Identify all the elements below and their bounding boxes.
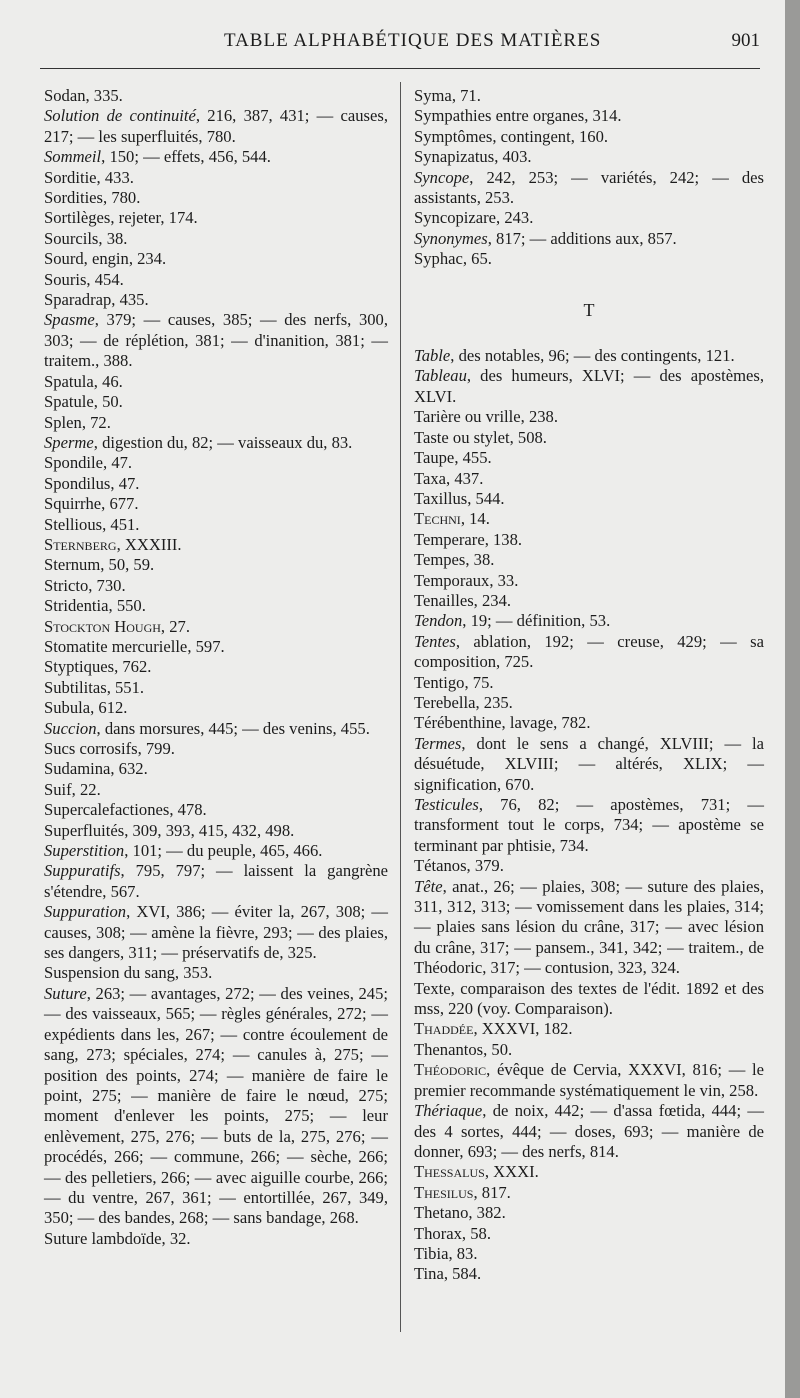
index-entry-term: Sortilèges xyxy=(44,208,111,228)
index-entry-refs: , 379; — causes, 385; — des nerfs, 300, 303; — de réplétion, 381; — d'inanition, 381; — traitem., 388. xyxy=(44,310,388,371)
index-entry xyxy=(414,127,764,147)
index-entry xyxy=(44,698,388,718)
index-entry-refs: , 242, 253; — variétés, 242; — des assistants, 253. xyxy=(414,167,764,208)
index-entry xyxy=(414,530,764,550)
index-entry-refs: , 14. xyxy=(460,509,490,529)
index-entry-term: Superstition xyxy=(44,841,125,861)
index-entry-term: Sommeil xyxy=(44,147,102,167)
index-entry-term: Spatula xyxy=(44,371,94,391)
index-entry-refs: , 65. xyxy=(462,249,492,269)
index-entry xyxy=(44,372,388,392)
index-entry-refs: , dans morsures, 445; — des venins, 455. xyxy=(96,718,370,738)
index-entry-refs: , XVI, 386; — éviter la, 267, 308; — causes, 308; — amène la fièvre, 293; — des plaies, ses dangers, 311; — préservatifs de, 325. xyxy=(44,902,388,963)
page-number: 901 xyxy=(731,30,760,51)
index-entry xyxy=(414,1224,764,1244)
index-entry-refs: , 58. xyxy=(461,1223,491,1243)
index-entry xyxy=(414,632,764,673)
index-entry xyxy=(44,861,388,902)
index-entry xyxy=(44,168,388,188)
index-entry-refs: , XXXIII. xyxy=(116,534,182,554)
index-entry-term: Sudamina xyxy=(44,759,111,779)
index-entry-term: Sparadrap xyxy=(44,290,112,310)
index-entry-refs: , 435. xyxy=(111,290,149,310)
index-entry xyxy=(44,270,388,290)
index-entry-refs: , 46. xyxy=(93,371,123,391)
index-entry-term: Taxillus xyxy=(414,488,468,508)
index-entry-refs: entre organes, 314. xyxy=(491,106,622,126)
index-entry-refs: , 38. xyxy=(98,228,128,248)
index-entry-term: Temperare xyxy=(414,529,485,549)
index-entry-term: Sternum xyxy=(44,555,101,575)
index-entry xyxy=(414,550,764,570)
index-entry xyxy=(414,489,764,509)
index-entry-refs: , contingent, 160. xyxy=(492,126,609,146)
index-entry xyxy=(414,346,764,366)
index-entry xyxy=(414,86,764,106)
index-entry-refs: , 76, 82; — apostèmes, 731; — transforment tout le corps, 734; — apostème se terminant par phtisie, 734. xyxy=(414,795,764,855)
index-entry xyxy=(44,963,388,983)
index-entry xyxy=(414,1019,764,1039)
index-entry-term: Sorditie xyxy=(44,167,97,187)
index-entry-term: Thériaque xyxy=(414,1101,483,1121)
index-entry-refs: , 71. xyxy=(451,86,481,105)
index-entry xyxy=(414,1244,764,1264)
index-entry-term: Termes xyxy=(414,733,462,753)
index-entry xyxy=(44,780,388,800)
index-entry xyxy=(44,657,388,677)
index-entry-refs: , 32. xyxy=(161,1228,191,1248)
index-entry-term: Tempes xyxy=(414,550,466,570)
index-entry xyxy=(414,448,764,468)
index-entry xyxy=(414,249,764,269)
index-entry-term: Tenailles xyxy=(414,590,474,610)
index-entry-refs: , 780. xyxy=(103,188,141,208)
index-entry xyxy=(414,229,764,249)
index-entry xyxy=(44,841,388,861)
index-entry-refs: , 795, 797; — laissent la gangrène s'étendre, 567. xyxy=(44,861,388,901)
index-entry-refs: , 19; — définition, 53. xyxy=(462,611,611,631)
index-entry-term: Styptiques xyxy=(44,657,115,677)
index-entry-term: Suture lambdoïde xyxy=(44,1228,162,1248)
index-entry-refs: , 799. xyxy=(137,739,175,758)
index-entry xyxy=(414,168,764,209)
index-entry xyxy=(414,1203,764,1223)
index-entry-refs: , 72. xyxy=(81,412,111,432)
index-entry-refs: , digestion du, 82; — vaisseaux du, 83. xyxy=(93,432,353,452)
index-entry-term: Synapizatus xyxy=(414,147,495,167)
index-entry xyxy=(44,515,388,535)
index-entry-term: Squirrhe xyxy=(44,494,102,514)
index-entry-term: Suspension du sang xyxy=(44,963,175,983)
index-entry-term: Temporaux xyxy=(414,570,490,590)
index-entry-term: Taxa xyxy=(414,468,447,488)
index-entry-term: Spasme xyxy=(44,310,95,330)
index-entry-refs: , 403. xyxy=(494,147,532,167)
index-entry xyxy=(414,1040,764,1060)
index-entry-term: Tentigo xyxy=(414,672,465,692)
index-entry xyxy=(44,637,388,657)
index-entry-term: Techni xyxy=(414,509,461,529)
index-entry-refs: , 762. xyxy=(114,657,152,677)
index-entry-refs: , 83. xyxy=(448,1243,478,1263)
index-entry-term: Suppuratifs xyxy=(44,861,121,881)
index-entry-refs: , 309, 393, 415, 432, 498. xyxy=(124,820,295,840)
index-entry xyxy=(414,611,764,631)
index-entry xyxy=(44,617,388,637)
index-entry-refs: , 50, 59. xyxy=(100,555,155,575)
index-entry-term: Tina xyxy=(414,1264,444,1284)
right-column-s-entries xyxy=(414,86,764,270)
index-entry-term: Sourd xyxy=(44,249,84,269)
index-entry-term: Suif xyxy=(44,779,72,799)
index-entry xyxy=(44,208,388,228)
index-entry-term: Tableau xyxy=(414,366,467,386)
header-rule xyxy=(40,68,760,69)
index-entry xyxy=(414,795,764,856)
index-entry-refs: , XXXVI, 182. xyxy=(473,1019,573,1039)
index-entry-term: Stockton Hough xyxy=(44,616,161,636)
index-entry xyxy=(44,453,388,473)
index-entry-refs: , 632. xyxy=(110,759,148,779)
index-entry-term: Sternberg xyxy=(44,534,117,554)
index-entry-term: Succion xyxy=(44,718,97,738)
index-entry-refs: , 584. xyxy=(443,1264,482,1284)
index-entry-term: Sourcils xyxy=(44,228,99,248)
index-entry xyxy=(414,591,764,611)
page-edge-shadow xyxy=(785,0,800,1398)
index-entry-refs: , 47. xyxy=(103,453,133,473)
index-entry-refs: , 551. xyxy=(106,677,145,697)
index-entry xyxy=(44,188,388,208)
index-entry-refs: , 730. xyxy=(88,575,126,595)
index-entry xyxy=(414,469,764,489)
index-entry xyxy=(44,596,388,616)
index-entry-term: Table xyxy=(414,346,451,366)
page-title: TABLE ALPHABÉTIQUE DES MATIÈRES xyxy=(224,30,602,51)
index-entry-refs: , 379. xyxy=(466,856,504,876)
index-entry-refs: , XXXI. xyxy=(484,1162,539,1182)
index-entry xyxy=(414,673,764,693)
index-entry-term: Stellious xyxy=(44,514,103,534)
index-entry-refs: , 382. xyxy=(468,1203,506,1223)
index-entry-refs: , 22. xyxy=(71,779,101,799)
index-entry-refs: , 544. xyxy=(467,488,505,508)
index-entry-term: Stricto xyxy=(44,575,89,595)
index-entry-refs: , 451. xyxy=(102,514,140,534)
index-entry xyxy=(44,902,388,963)
index-entry xyxy=(414,713,764,733)
index-entry-term: Suppuration xyxy=(44,902,127,922)
index-entry xyxy=(414,1060,764,1101)
index-entry-term: Superfluités xyxy=(44,820,125,840)
index-entry-term: Tibia xyxy=(414,1243,449,1263)
index-entry-term: Sucs corrosifs xyxy=(44,739,138,758)
index-entry-term: Tendon xyxy=(414,611,463,631)
index-entry-term: Spondile xyxy=(44,453,104,473)
index-entry xyxy=(44,759,388,779)
index-entry xyxy=(414,877,764,979)
page-header xyxy=(40,28,760,60)
index-entry xyxy=(44,576,388,596)
index-entry xyxy=(414,1101,764,1162)
left-index-column xyxy=(44,86,388,1249)
index-entry xyxy=(44,310,388,371)
index-entry-term: Térébenthine xyxy=(414,713,502,733)
index-entry-refs: , de noix, 442; — d'assa fœtida, 444; — des 4 sortes, 444; — doses, 693; — manière de donner, 693; — des nerfs, 814. xyxy=(414,1101,764,1161)
index-entry-refs: , 101; — du peuple, 465, 466. xyxy=(124,841,323,861)
index-entry-refs: , 263; — avantages, 272; — des veines, 245; — des vaisseaux, 565; — règles générales, 272; — expédients dans les, 267; — contre écoulement de sang, 273; spéciales, 274; — canules à, 275; — position des points, 274; — manière de faire le point, 275; — manière de faire le nœud, 275; moment d'enlever les points, 275; — leur enlèvement, 275, 276; — buts de la, 275, 276; — procédés, 266; — commune, 266; — sèche, 266; — des pelletiers, 266; — avec aiguille courbe, 266; — du ventre, 267, 361; — entortillée, 267, 349, 350; — des bandes, 268; — sans bandage, 268. xyxy=(44,983,388,1228)
index-entry-refs: , anat., 26; — plaies, 308; — suture des plaies, 311, 312, 313; — vomissement dans les plaies, 314; — plaies sans lésion du crâne, 317; — avec lésion du crâne, 317; — pansem., 341, 342; — traitem., de Théodoric, 317; — contusion, 323, 324. xyxy=(414,876,764,978)
index-entry-term: Tétanos xyxy=(414,856,467,876)
index-entry xyxy=(414,428,764,448)
index-entry-refs: , 335. xyxy=(85,86,123,105)
index-entry-refs: , 597. xyxy=(187,636,225,656)
index-entry xyxy=(44,229,388,249)
column-divider xyxy=(400,82,401,1332)
index-entry-term: Synonymes xyxy=(414,228,488,248)
index-entry-refs: , ablation, 192; — creuse, 429; — sa composition, 725. xyxy=(414,631,764,672)
index-entry xyxy=(414,407,764,427)
index-entry-term: Subtilitas xyxy=(44,677,107,697)
index-entry xyxy=(44,984,388,1229)
index-entry-refs: , 235. xyxy=(475,692,513,712)
index-entry-refs: , rejeter, 174. xyxy=(110,208,198,228)
index-entry-refs: , des humeurs, XLVI; — des apostèmes, XLVI. xyxy=(414,366,764,406)
index-entry xyxy=(44,535,388,555)
index-entry-term: Splen xyxy=(44,412,82,432)
index-entry xyxy=(44,433,388,453)
index-entry-refs: , 33. xyxy=(489,570,519,590)
index-entry xyxy=(44,413,388,433)
index-entry-term: Sperme xyxy=(44,432,94,452)
index-entry xyxy=(414,366,764,407)
index-entry-refs: , 478. xyxy=(169,800,207,820)
index-entry xyxy=(44,249,388,269)
index-entry-term: Thorax xyxy=(414,1223,462,1243)
index-entry-refs: , 243. xyxy=(496,208,534,228)
index-entry-refs: , 817; — additions aux, 857. xyxy=(487,228,677,248)
index-entry xyxy=(44,800,388,820)
index-entry-refs: , 234. xyxy=(473,590,512,610)
index-entry-refs: , 27. xyxy=(160,616,190,636)
index-entry-refs: , 550. xyxy=(108,596,146,616)
index-entry-refs: , 150; — effets, 456, 544. xyxy=(101,147,271,167)
index-entry-term: Syphac xyxy=(414,249,463,269)
index-entry-term: Tentes xyxy=(414,631,456,651)
index-entry xyxy=(44,474,388,494)
index-entry-term: Taupe xyxy=(414,448,455,468)
index-entry-term: Théodoric xyxy=(414,1060,487,1080)
index-entry-term: Syncope xyxy=(414,167,470,187)
index-entry-term: Taste xyxy=(414,427,449,447)
right-index-column xyxy=(414,86,764,1285)
index-entry-refs: , 612. xyxy=(90,698,128,718)
index-entry xyxy=(414,147,764,167)
index-entry-term: Syma xyxy=(414,86,452,105)
index-entry-term: Supercalefactiones xyxy=(44,800,170,820)
index-entry xyxy=(414,856,764,876)
index-entry-refs: , 454. xyxy=(86,269,124,289)
index-entry xyxy=(414,1162,764,1182)
index-entry-refs: , dont le sens a changé, XLVIII; — la désuétude, XLVIII; — altérés, XLIX; — signification, 670. xyxy=(414,733,764,794)
index-entry-term: Tarière xyxy=(414,407,461,427)
index-entry-refs: , 138. xyxy=(484,529,523,549)
index-entry xyxy=(44,678,388,698)
index-entry-term: Spatule xyxy=(44,392,94,412)
index-entry-term: Stridentia xyxy=(44,596,109,616)
index-entry xyxy=(414,734,764,795)
index-entry xyxy=(44,1229,388,1249)
index-entry-term: Thessalus xyxy=(414,1162,485,1182)
index-entry-term: Symptômes xyxy=(414,126,493,146)
index-entry-term: Solution de continuité xyxy=(44,106,196,126)
section-letter: T xyxy=(583,299,595,320)
index-entry-refs: , évêque de Cervia, XXXVI, 816; — le premier recommande systématiquement le vin, 258. xyxy=(414,1060,764,1100)
index-entry xyxy=(414,509,764,529)
index-entry xyxy=(44,719,388,739)
index-entry-refs: , 38. xyxy=(465,550,495,570)
index-entry-term: Sodan xyxy=(44,86,86,105)
index-entry-term: Spondilus xyxy=(44,473,111,493)
index-entry-refs: , 75. xyxy=(464,672,494,692)
index-entry-term: Thaddée xyxy=(414,1019,474,1039)
index-entry-term: Stomatite mercurielle xyxy=(44,636,188,656)
index-entry xyxy=(44,555,388,575)
index-entry-term: Thetano xyxy=(414,1203,469,1223)
index-entry-refs: , 437. xyxy=(446,468,484,488)
index-entry-term: Sordities xyxy=(44,188,104,208)
index-entry-term: Sympathies xyxy=(414,106,492,126)
index-entry xyxy=(44,739,388,759)
index-entry-term: Tête xyxy=(414,876,443,896)
index-entry-refs: , 677. xyxy=(101,494,139,514)
index-entry-refs: , engin, 234. xyxy=(83,249,167,269)
index-entry-refs: , des notables, 96; — des contingents, 121. xyxy=(450,346,735,366)
index-entry-refs: , comparaison des textes de l'édit. 1892 et des mss, 220 (voy. Comparaison). xyxy=(414,978,764,1019)
index-entry-term: Syncopizare xyxy=(414,208,497,228)
index-entry-term: Terebella xyxy=(414,692,476,712)
index-entry-refs: , 353. xyxy=(174,963,213,983)
index-entry xyxy=(44,821,388,841)
index-entry-term: Texte xyxy=(414,978,451,998)
index-entry-refs: , 50. xyxy=(483,1039,513,1059)
index-entry xyxy=(44,392,388,412)
index-entry-term: Thesilus xyxy=(414,1182,474,1202)
index-entry xyxy=(414,693,764,713)
index-entry xyxy=(414,1264,764,1284)
index-entry xyxy=(44,147,388,167)
index-entry-refs: , 433. xyxy=(96,167,134,187)
index-entry xyxy=(44,106,388,147)
index-entry-term: Thenantos xyxy=(414,1039,484,1059)
index-entry-term: Souris xyxy=(44,269,87,289)
index-entry xyxy=(414,1183,764,1203)
index-entry xyxy=(44,290,388,310)
index-entry xyxy=(414,106,764,126)
index-entry xyxy=(414,208,764,228)
index-entry-refs: , lavage, 782. xyxy=(501,713,591,733)
index-entry-term: Subula xyxy=(44,698,91,718)
index-entry-refs: , 817. xyxy=(473,1182,511,1202)
index-entry xyxy=(44,86,388,106)
index-entry-refs: , 47. xyxy=(110,473,140,493)
index-entry-term: Suture xyxy=(44,983,87,1003)
right-column-t-entries xyxy=(414,346,764,1285)
index-entry-refs: , 50. xyxy=(93,392,123,412)
index-entry xyxy=(414,979,764,1020)
index-entry-refs: ou vrille, 238. xyxy=(460,407,558,427)
index-entry-term: Testicules xyxy=(414,795,479,814)
index-entry-refs: ou stylet, 508. xyxy=(448,427,547,447)
index-entry xyxy=(44,494,388,514)
index-entry-refs: , 455. xyxy=(454,448,492,468)
index-entry xyxy=(414,571,764,591)
index-entry-refs: , 216, 387, 431; — causes, 217; — les superfluités, 780. xyxy=(44,106,388,146)
